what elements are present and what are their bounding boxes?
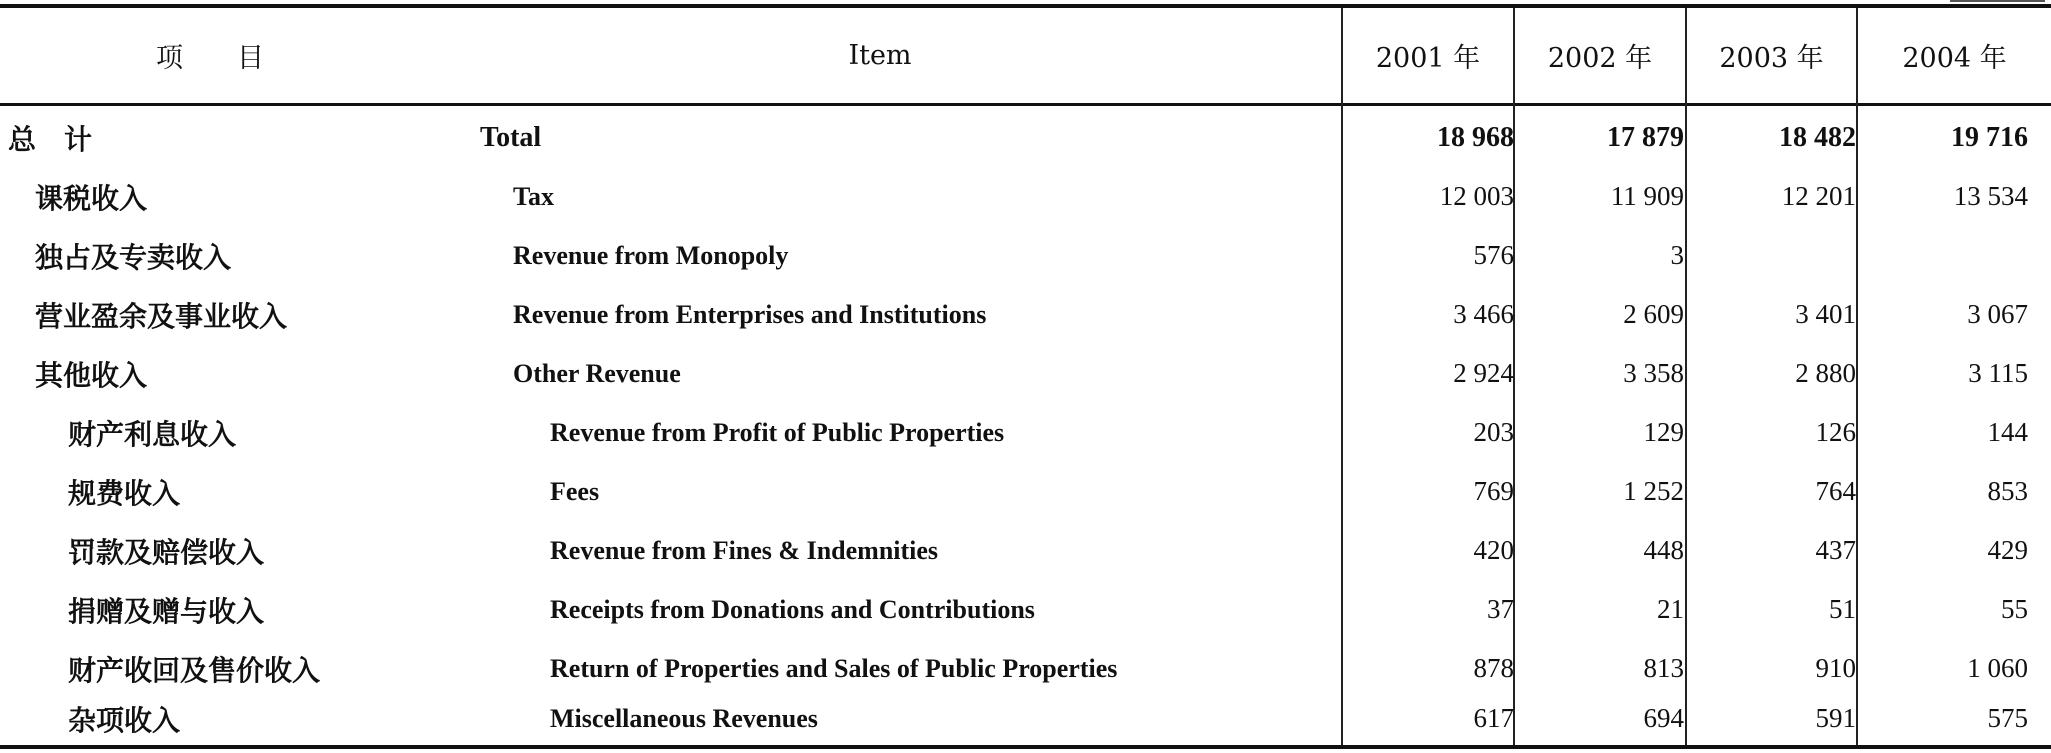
- table-row-total: [0, 108, 2051, 167]
- value-2004: 853: [1987, 476, 2028, 506]
- value-2004: 429: [1987, 535, 2028, 565]
- table-row: [0, 462, 2051, 521]
- row-label-cn: 课税收入: [35, 181, 148, 215]
- row-label-en: Fees: [550, 476, 600, 506]
- value-2002: 3: [1670, 240, 1684, 270]
- value-2001: 2 924: [1453, 358, 1514, 388]
- value-2001: 37: [1487, 594, 1514, 624]
- value-2002: 11 909: [1610, 181, 1684, 211]
- table-row: [0, 344, 2051, 403]
- value-2004: 55: [2001, 594, 2028, 624]
- row-label-cn: 总 计: [8, 122, 93, 156]
- row-label-en: Return of Properties and Sales of Public Properties: [550, 653, 1118, 683]
- header-year-2004: 2004 年: [1902, 43, 2007, 74]
- value-2004: 3 067: [1967, 299, 2028, 329]
- row-label-en: Other Revenue: [513, 358, 681, 388]
- value-2004: 13 534: [1953, 181, 2028, 211]
- row-label-cn: 罚款及赔偿收入: [68, 535, 265, 569]
- header-year-2003: 2003 年: [1719, 43, 1824, 74]
- row-label-en: Revenue from Enterprises and Institutions: [513, 299, 987, 329]
- row-label-cn: 财产收回及售价收入: [68, 653, 321, 687]
- value-2001: 617: [1473, 703, 1514, 733]
- table-row: [0, 521, 2051, 580]
- value-2001: 203: [1473, 417, 1514, 447]
- value-2001: 3 466: [1453, 299, 1514, 329]
- value-2003: 910: [1815, 653, 1856, 683]
- value-2004: 144: [1987, 417, 2028, 447]
- row-label-cn: 杂项收入: [68, 703, 181, 737]
- value-2003: 51: [1829, 594, 1856, 624]
- table-row: [0, 689, 2051, 748]
- row-label-cn: 其他收入: [35, 358, 148, 392]
- value-2004: 3 115: [1968, 358, 2028, 388]
- value-2001: 576: [1473, 240, 1514, 270]
- value-2003: 2 880: [1795, 358, 1856, 388]
- value-2003: 126: [1815, 417, 1856, 447]
- value-2003: 3 401: [1795, 299, 1856, 329]
- table-row: [0, 580, 2051, 639]
- value-2002: 129: [1643, 417, 1684, 447]
- top-thin-rule: [1950, 0, 2045, 2]
- table-row: [0, 285, 2051, 344]
- header-year-2001: 2001 年: [1375, 43, 1481, 74]
- table-row: [0, 403, 2051, 462]
- header-rule: [0, 103, 2051, 106]
- value-2002: 21: [1657, 594, 1684, 624]
- value-2001: 420: [1473, 535, 1514, 565]
- row-label-cn: 独占及专卖收入: [35, 240, 232, 274]
- value-2002: 813: [1643, 653, 1684, 683]
- value-2002: 2 609: [1623, 299, 1684, 329]
- value-2001: 18 968: [1437, 121, 1514, 153]
- row-label-en: Revenue from Profit of Public Properties: [550, 417, 1005, 447]
- row-label-cn: 营业盈余及事业收入: [35, 299, 288, 333]
- row-label-en: Miscellaneous Revenues: [550, 703, 818, 733]
- header-item-en: Item: [848, 40, 912, 71]
- value-2002: 17 879: [1607, 121, 1684, 153]
- table-row: [0, 167, 2051, 226]
- row-label-en: Receipts from Donations and Contributions: [550, 594, 1035, 624]
- value-2004: 575: [1987, 703, 2028, 733]
- header-year-2002: 2002 年: [1547, 43, 1653, 74]
- value-2002: 1 252: [1623, 476, 1684, 506]
- value-2004: 1 060: [1967, 653, 2028, 683]
- value-2002: 3 358: [1623, 358, 1684, 388]
- value-2002: 694: [1643, 703, 1684, 733]
- value-2003: 764: [1815, 476, 1856, 506]
- value-2001: 878: [1473, 653, 1514, 683]
- row-label-en: Tax: [513, 181, 554, 211]
- row-label-en: Total: [480, 121, 542, 153]
- row-label-en: Revenue from Monopoly: [513, 240, 789, 270]
- value-2002: 448: [1643, 535, 1684, 565]
- value-2003: 18 482: [1779, 121, 1856, 153]
- row-label-cn: 财产利息收入: [68, 417, 237, 451]
- row-label-cn: 捐赠及赠与收入: [68, 594, 265, 628]
- value-2001: 12 003: [1439, 181, 1514, 211]
- row-label-en: Revenue from Fines & Indemnities: [550, 535, 939, 565]
- value-2003: 591: [1815, 703, 1856, 733]
- value-2003: 437: [1815, 535, 1856, 565]
- row-label-cn: 规费收入: [68, 476, 181, 510]
- header-item-cn: 项 目: [156, 43, 264, 74]
- value-2004: [1876, 226, 2028, 285]
- value-2004: 19 716: [1951, 121, 2028, 153]
- value-2001: 769: [1473, 476, 1514, 506]
- value-2003: 12 201: [1781, 181, 1856, 211]
- table-row: [0, 226, 2051, 285]
- value-2003: [1704, 226, 1856, 285]
